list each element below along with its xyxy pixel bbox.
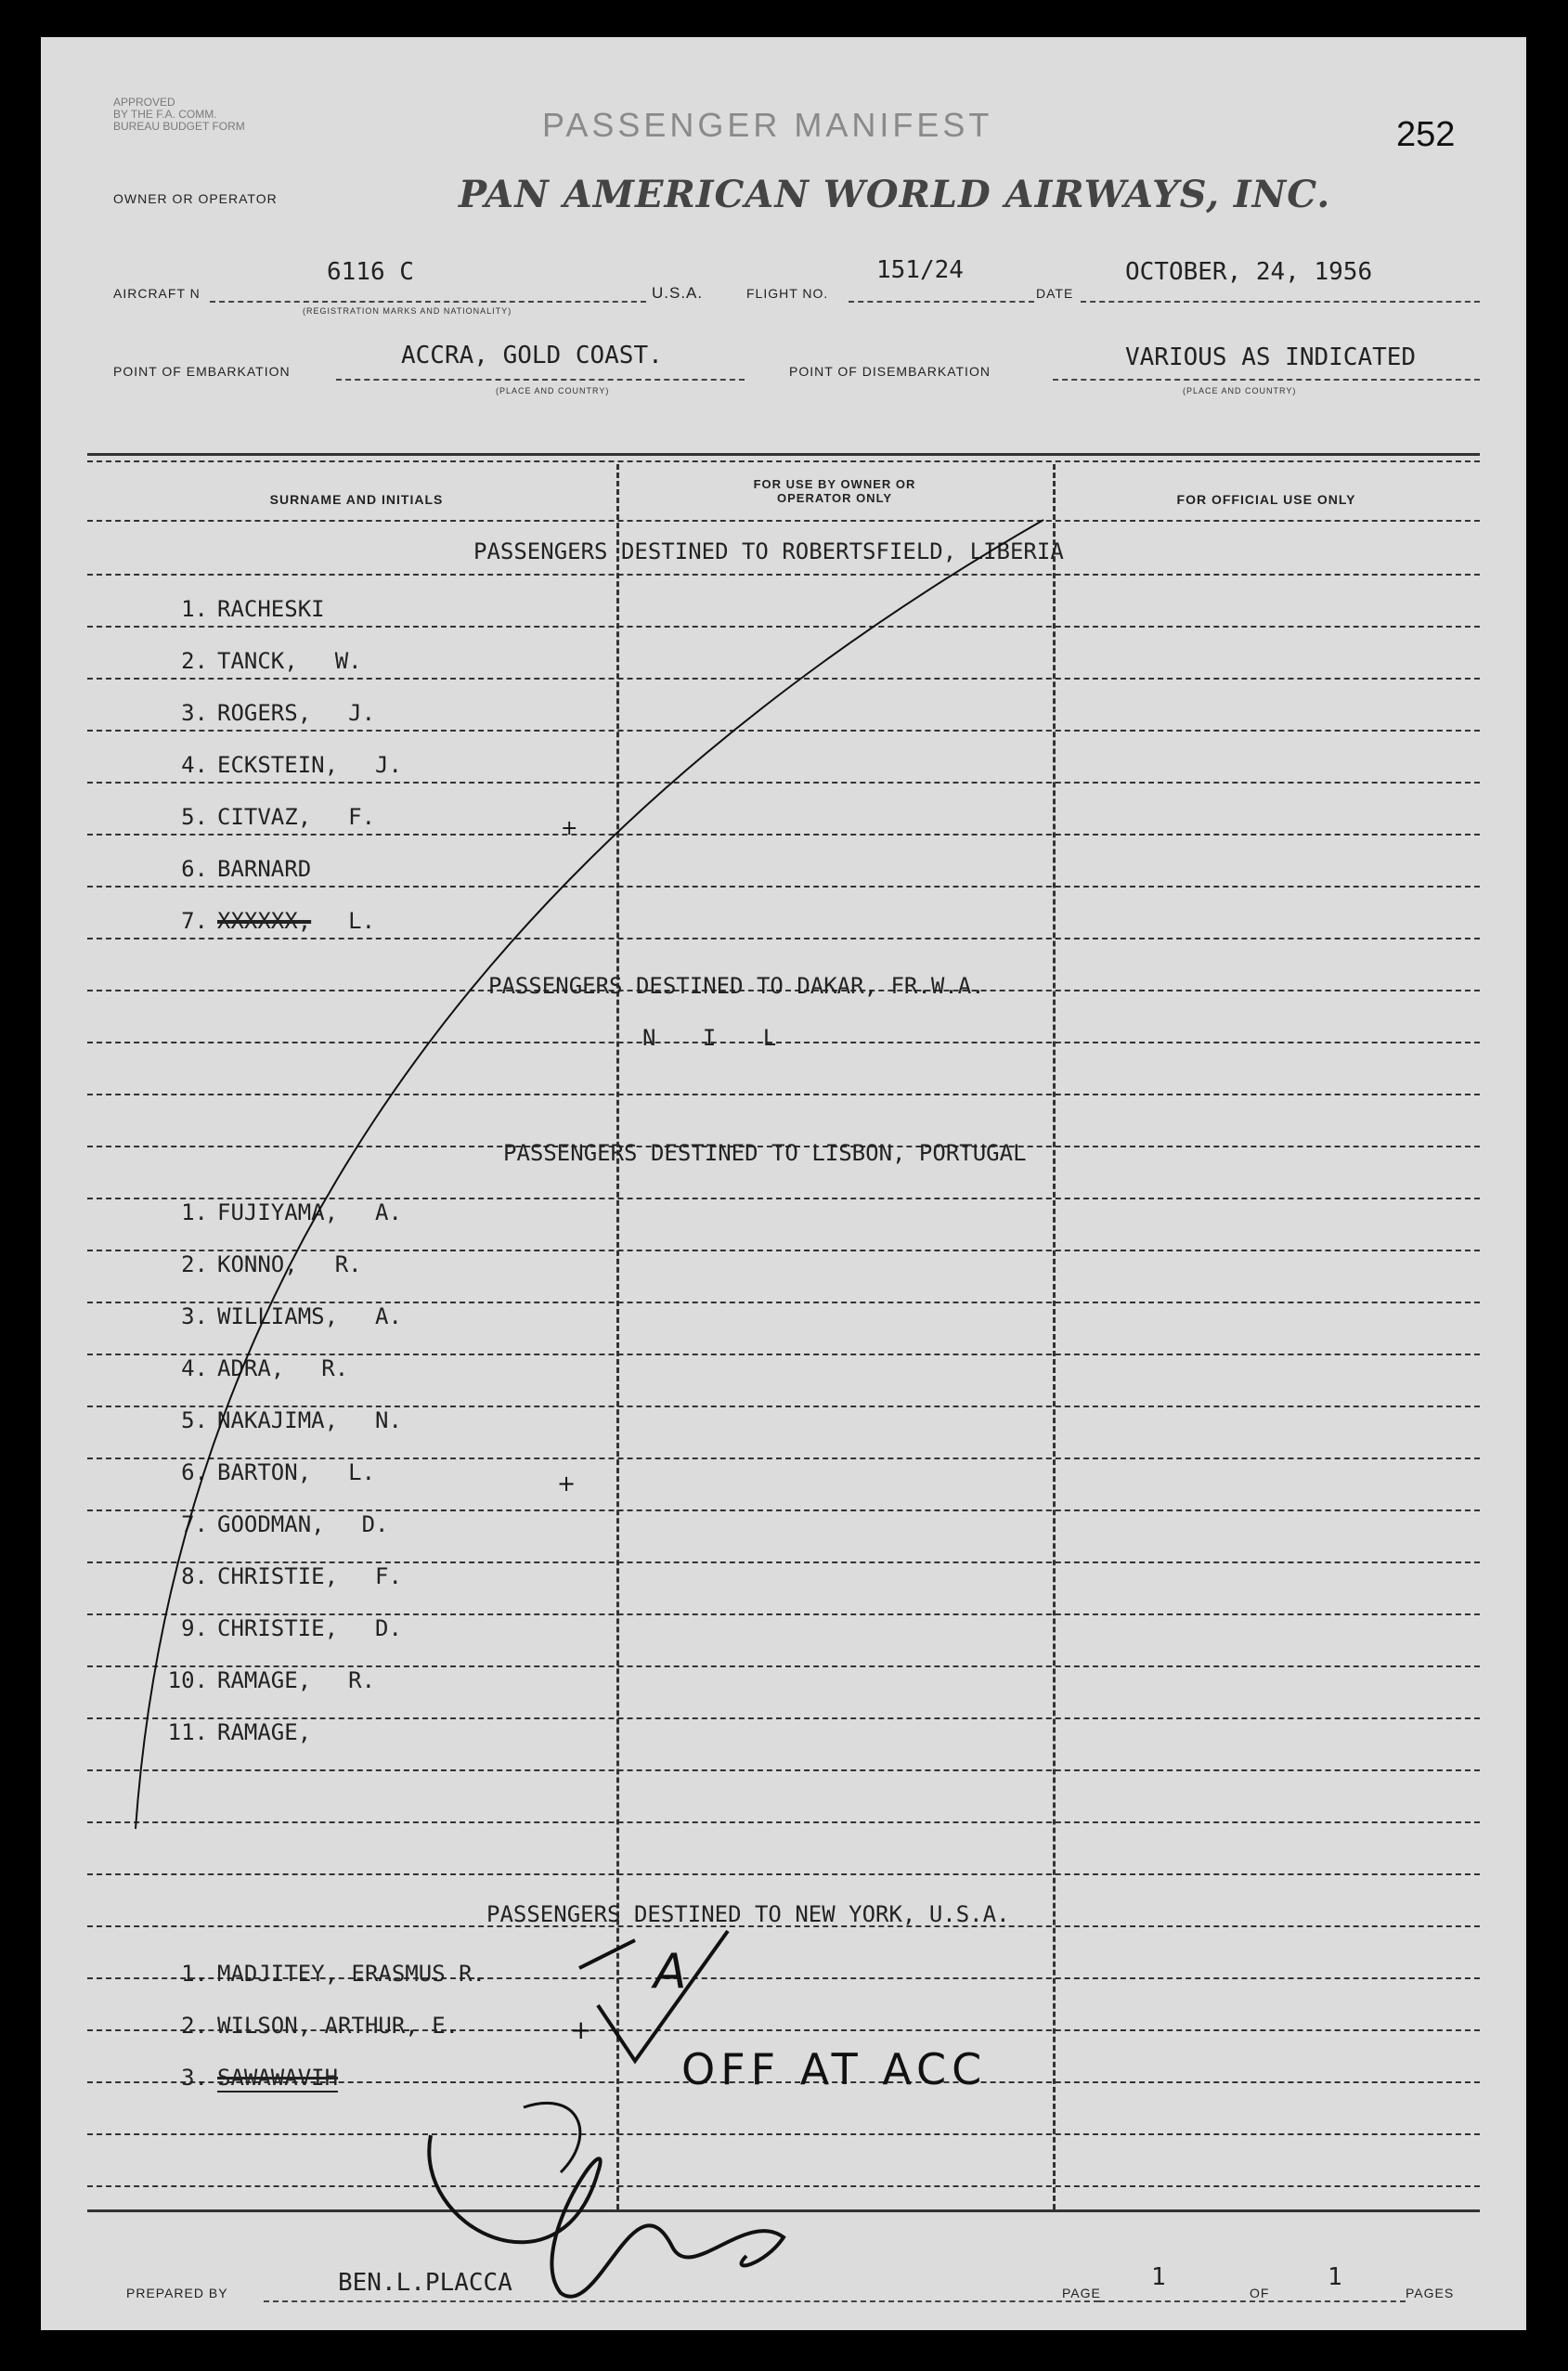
passenger-initials: J. (375, 752, 402, 778)
diagonal-stroke (136, 520, 1043, 1829)
stamp-line: BY THE F.A. COMM. (113, 108, 217, 121)
section-heading-new-york: PASSENGERS DESTINED TO NEW YORK, U.S.A. (486, 1901, 1010, 1927)
col-header-surname: SURNAME AND INITIALS (269, 492, 444, 507)
passenger-name-struck: XXXXXX, (217, 908, 312, 934)
nil-marker: N I L (642, 1025, 794, 1051)
passenger-num: 7. (181, 1511, 208, 1537)
passenger-num: 6. (181, 856, 208, 882)
passenger-num: 2. (181, 1251, 208, 1277)
passenger-initials: D. (375, 1615, 402, 1641)
passenger-name: RAMAGE, (217, 1667, 312, 1693)
plus-mark: + (557, 1471, 577, 1496)
of-value: 1 (1328, 2263, 1342, 2291)
pages-label: PAGES (1406, 2286, 1455, 2300)
passenger-initials: D. (361, 1511, 389, 1537)
passenger-initials: N. (375, 1407, 402, 1433)
passenger-name: CHRISTIE, (217, 1563, 339, 1589)
operator-name: PAN AMERICAN WORLD AIRWAYS, INC. (459, 173, 1331, 216)
ink-overlay (41, 37, 1526, 2330)
handwritten-note: OFF AT ACC (681, 2044, 988, 2094)
prepared-by-label: PREPARED BY (126, 2286, 228, 2300)
passenger-num: 1. (181, 1961, 208, 1987)
disembarkation-label: POINT OF DISEMBARKATION (789, 364, 991, 379)
passenger-num: 10. (167, 1667, 208, 1693)
passenger-num: 1. (181, 596, 208, 622)
passenger-name: WILLIAMS, (217, 1303, 339, 1329)
plus-mark: + (561, 817, 578, 840)
aircraft-value: 6116 C (327, 258, 414, 286)
passenger-name: GOODMAN, (217, 1511, 325, 1537)
stamp-line: BUREAU BUDGET FORM (113, 120, 245, 133)
passenger-name: WILSON, ARTHUR, E. (217, 2013, 460, 2039)
stamp-line: APPROVED (113, 96, 175, 109)
embarkation-label: POINT OF EMBARKATION (113, 364, 291, 379)
passenger-name: TANCK, (217, 648, 298, 674)
plus-mark: + (570, 2015, 592, 2045)
passenger-initials: W. (334, 648, 362, 674)
owner-label: OWNER OR OPERATOR (113, 191, 278, 206)
embarkation-value: ACCRA, GOLD COAST. (401, 342, 663, 369)
passenger-num: 1. (181, 1199, 208, 1225)
col-header-owner-use: FOR USE BY OWNER OR OPERATOR ONLY (753, 477, 916, 505)
passenger-num: 6. (181, 1459, 208, 1485)
passenger-initials: F. (375, 1563, 402, 1589)
date-label: DATE (1036, 286, 1074, 301)
passenger-name: ROGERS, (217, 700, 312, 726)
passenger-initials: L. (348, 1459, 376, 1485)
flight-value: 151/24 (876, 256, 964, 284)
passenger-name: MADJITEY, ERASMUS R. (217, 1961, 486, 1987)
passenger-name: BARTON, (217, 1459, 312, 1485)
page-value: 1 (1151, 2263, 1166, 2291)
disembarkation-value: VARIOUS AS INDICATED (1125, 343, 1417, 371)
signature-flourish (524, 2103, 580, 2172)
passenger-num: 5. (181, 1407, 208, 1433)
passenger-name: ECKSTEIN, (217, 752, 339, 778)
passenger-name: KONNO, (217, 1251, 298, 1277)
passenger-name: FUJIYAMA, (217, 1199, 339, 1225)
section-heading-dakar: PASSENGERS DESTINED TO DAKAR, FR.W.A. (488, 973, 985, 999)
embarkation-sublabel: (PLACE AND COUNTRY) (496, 386, 610, 395)
date-value: OCTOBER, 24, 1956 (1125, 258, 1373, 286)
flight-label: FLIGHT NO. (746, 286, 829, 301)
of-label: OF (1250, 2286, 1270, 2300)
passenger-num: 2. (181, 2013, 208, 2039)
form-title: PASSENGER MANIFEST (542, 106, 993, 144)
passenger-num: 3. (181, 2065, 208, 2091)
col-header-official-use: FOR OFFICIAL USE ONLY (1176, 492, 1356, 507)
passenger-initials: A. (375, 1199, 402, 1225)
check-mark (579, 1931, 728, 2061)
passenger-initials: R. (321, 1355, 349, 1381)
passenger-name: CHRISTIE, (217, 1615, 339, 1641)
passenger-num: 9. (181, 1615, 208, 1641)
section-heading-lisbon: PASSENGERS DESTINED TO LISBON, PORTUGAL (503, 1140, 1027, 1166)
passenger-initials: R. (334, 1251, 362, 1277)
passenger-num: 5. (181, 804, 208, 830)
passenger-initials: R. (348, 1667, 376, 1693)
page-label: PAGE (1062, 2286, 1101, 2300)
passenger-name: ADRA, (217, 1355, 285, 1381)
passenger-num: 3. (181, 1303, 208, 1329)
signature (429, 2135, 784, 2297)
passenger-name: CITVAZ, (217, 804, 312, 830)
passenger-num: 11. (167, 1719, 208, 1745)
handwritten-a: A (654, 1944, 687, 2000)
passenger-initials: F. (348, 804, 376, 830)
disembarkation-sublabel: (PLACE AND COUNTRY) (1183, 386, 1297, 395)
aircraft-sublabel: (REGISTRATION MARKS AND NATIONALITY) (303, 306, 512, 316)
passenger-initials: A. (375, 1303, 402, 1329)
passenger-num: 7. (181, 908, 208, 934)
aircraft-label: AIRCRAFT N (113, 286, 201, 301)
section-heading-robertsfield: PASSENGERS DESTINED TO ROBERTSFIELD, LIBERIA (473, 538, 1064, 564)
manifest-page (41, 37, 1526, 2330)
passenger-num: 8. (181, 1563, 208, 1589)
passenger-num: 4. (181, 1355, 208, 1381)
passenger-name-struck: SAWAWAVIH (217, 2065, 339, 2091)
passenger-initials: L. (348, 908, 376, 934)
passenger-name: RACHESKI (217, 596, 325, 622)
page-number: 252 (1396, 115, 1456, 154)
passenger-name: NAKAJIMA, (217, 1407, 339, 1433)
passenger-num: 4. (181, 752, 208, 778)
passenger-name: RAMAGE, (217, 1719, 312, 1745)
prepared-by-value: BEN.L.PLACCA (338, 2269, 512, 2297)
usa-label: U.S.A. (652, 284, 704, 302)
passenger-name: BARNARD (217, 856, 312, 882)
passenger-num: 2. (181, 648, 208, 674)
passenger-initials: J. (348, 700, 376, 726)
passenger-num: 3. (181, 700, 208, 726)
